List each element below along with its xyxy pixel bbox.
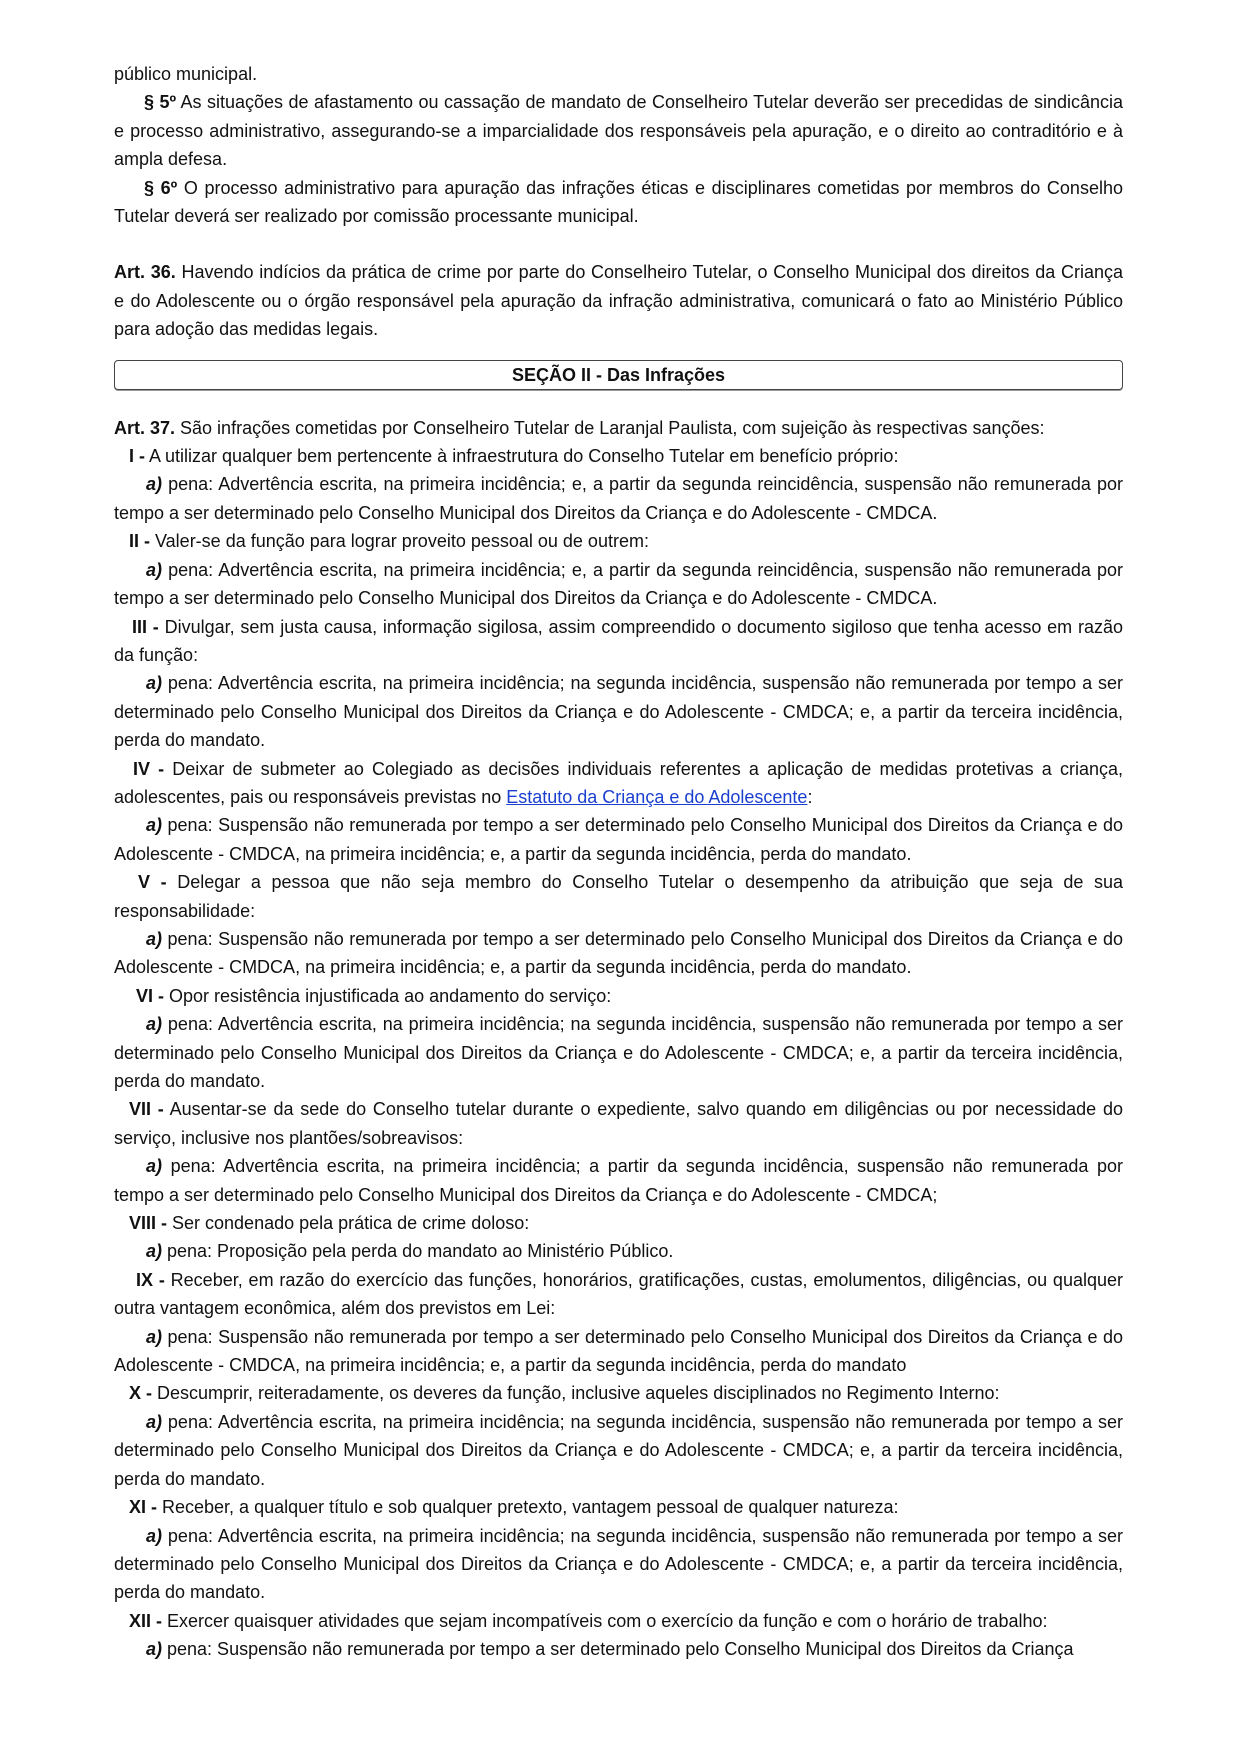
item-number: XII - <box>129 1610 163 1631</box>
paragraph-6 <box>114 174 1123 231</box>
item-number: X - <box>129 1383 153 1404</box>
penalty-text: pena: Advertência escrita, na primeira incidência; e, a partir da segunda reincidência, suspensão não remunerada por tempo a ser determinado pelo Conselho Municipal dos Direitos da Criança e do Adolescente - CMDCA. <box>114 474 1123 523</box>
statute-link[interactable]: Estatuto da Criança e do Adolescente <box>506 786 808 807</box>
item-text: Deixar de submeter ao Colegiado as decisões individuais referentes a aplicação de medidas protetivas a criança, adolescentes, pais ou responsáveis previstas no <box>114 758 1123 807</box>
item-text: Receber, a qualquer título e sob qualquer pretexto, vantagem pessoal de qualquer natureza: <box>157 1497 899 1518</box>
item-iii <box>114 613 1123 670</box>
item-text: Exercer quaisquer atividades que sejam incompatíveis com o exercício da função e com o horário de trabalho: <box>162 1610 1048 1631</box>
item-number: III - <box>132 616 159 637</box>
item-xi <box>114 1493 1123 1521</box>
item-number: I - <box>129 446 145 467</box>
paragraph-continuation: público municipal. <box>114 64 258 84</box>
item-number: II - <box>129 531 150 552</box>
penalty-letter: a) <box>146 928 163 949</box>
item-iii-penalty <box>114 669 1123 754</box>
penalty-letter: a) <box>146 474 163 495</box>
item-v-penalty <box>114 925 1123 982</box>
item-text-after: : <box>807 786 813 807</box>
article-36-text: Havendo indícios da prática de crime por parte do Conselheiro Tutelar, o Conselho Municipal dos direitos da Criança e do Adolescente ou o órgão responsável pela apuração da infração administrativa, comunicará o fato ao Ministério Público para adoção das medidas legais. <box>114 262 1123 340</box>
item-ii <box>114 527 1123 555</box>
item-vi-penalty <box>114 1010 1123 1095</box>
penalty-text: pena: Suspensão não remunerada por tempo a ser determinado pelo Conselho Municipal dos Direitos da Criança e do Adolescente - CMDCA, na primeira incidência; e, a partir da segunda incidência, perda do mandato. <box>114 928 1123 978</box>
penalty-letter: a) <box>146 1326 163 1347</box>
penalty-text: pena: Suspensão não remunerada por tempo a ser determinado pelo Conselho Municipal dos Direitos da Criança e do Adolescente - CMDCA, na primeira incidência; e, a partir da segunda incidência, perda do mandato <box>114 1326 1123 1376</box>
section-title: SEÇÃO II - Das Infrações <box>511 364 726 385</box>
penalty-letter: a) <box>146 559 163 580</box>
paragraph-5-label: § 5º <box>144 92 177 113</box>
item-text: Receber, em razão do exercício das funções, honorários, gratificações, custas, emolumentos, diligências, ou qualquer outra vantagem econômica, além dos previstos em Lei: <box>114 1269 1123 1319</box>
item-text: A utilizar qualquer bem pertencente à infraestrutura do Conselho Tutelar em benefício próprio: <box>145 446 899 467</box>
item-xii <box>114 1607 1123 1635</box>
article-37 <box>114 414 1123 442</box>
item-text: Valer-se da função para lograr proveito pessoal ou de outrem: <box>150 531 649 552</box>
penalty-letter: a) <box>146 1156 163 1177</box>
item-text: Delegar a pessoa que não seja membro do Conselho Tutelar o desempenho da atribuição que seja de sua responsabilidade: <box>114 872 1123 921</box>
item-text: Opor resistência injustificada ao andamento do serviço: <box>164 985 612 1006</box>
item-vi <box>114 982 1123 1010</box>
paragraph-5-text: As situações de afastamento ou cassação de mandato de Conselheiro Tutelar deverão ser precedidas de sindicância e processo administrativo, assegurando-se a imparcialidade dos responsáveis pela apuração, e o direito ao contraditório e à ampla defesa. <box>114 92 1123 170</box>
item-viii-penalty <box>114 1237 1123 1265</box>
penalty-letter: a) <box>146 1241 163 1262</box>
penalty-letter: a) <box>146 1411 163 1432</box>
penalty-letter: a) <box>146 1014 163 1035</box>
item-number: XI - <box>129 1497 158 1518</box>
item-iv <box>114 755 1123 812</box>
item-iv-penalty <box>114 811 1123 868</box>
article-37-label: Art. 37. <box>114 417 176 438</box>
penalty-text: pena: Suspensão não remunerada por tempo a ser determinado pelo Conselho Municipal dos Direitos da Criança <box>162 1639 1074 1660</box>
penalty-letter: a) <box>146 673 163 694</box>
item-ix <box>114 1266 1123 1323</box>
article-36-label: Art. 36. <box>114 262 176 283</box>
item-text: Descumprir, reiteradamente, os deveres da função, inclusive aqueles disciplinados no Regimento Interno: <box>152 1383 1000 1404</box>
penalty-text: pena: Advertência escrita, na primeira incidência; a partir da segunda incidência, suspensão não remunerada por tempo a ser determinado pelo Conselho Municipal dos Direitos da Criança e do Adolescente - CMDCA; <box>114 1156 1123 1205</box>
penalty-letter: a) <box>146 1639 163 1660</box>
item-number: V - <box>138 872 167 893</box>
item-xi-penalty <box>114 1522 1123 1607</box>
item-number: VI - <box>136 985 165 1006</box>
item-vii <box>114 1095 1123 1152</box>
item-ii-penalty <box>114 556 1123 613</box>
item-vii-penalty <box>114 1152 1123 1209</box>
penalty-text: pena: Suspensão não remunerada por tempo a ser determinado pelo Conselho Municipal dos Direitos da Criança e do Adolescente - CMDCA, na primeira incidência; e, a partir da segunda incidência, perda do mandato. <box>114 815 1123 864</box>
paragraph-6-text: O processo administrativo para apuração das infrações éticas e disciplinares cometidas por membros do Conselho Tutelar deverá ser realizado por comissão processante municipal. <box>114 177 1123 227</box>
penalty-text: pena: Advertência escrita, na primeira incidência; na segunda incidência, suspensão não remunerada por tempo a ser determinado pelo Conselho Municipal dos Direitos da Criança e do Adolescente - CMDCA; e, a partir da terceira incidência, perda do mandato. <box>114 1525 1123 1603</box>
penalty-letter: a) <box>146 1525 163 1546</box>
section-title-box <box>114 360 1123 390</box>
paragraph-5 <box>114 88 1123 173</box>
item-number: IV - <box>133 758 165 779</box>
item-text: Ser condenado pela prática de crime doloso: <box>167 1213 530 1234</box>
item-number: VII - <box>129 1099 164 1120</box>
item-i <box>114 442 1123 470</box>
penalty-text: pena: Proposição pela perda do mandato ao Ministério Público. <box>162 1241 674 1262</box>
penalty-text: pena: Advertência escrita, na primeira incidência; na segunda incidência, suspensão não remunerada por tempo a ser determinado pelo Conselho Municipal dos Direitos da Criança e do Adolescente - CMDCA; e, a partir da terceira incidência, perda do mandato. <box>114 1411 1123 1489</box>
item-number: IX - <box>136 1269 165 1290</box>
item-ix-penalty <box>114 1323 1123 1380</box>
penalty-letter: a) <box>146 815 163 836</box>
item-x-penalty <box>114 1408 1123 1493</box>
article-37-text: São infrações cometidas por Conselheiro Tutelar de Laranjal Paulista, com sujeição às respectivas sanções: <box>175 417 1045 438</box>
penalty-text: pena: Advertência escrita, na primeira incidência; na segunda incidência, suspensão não remunerada por tempo a ser determinado pelo Conselho Municipal dos Direitos da Criança e do Adolescente - CMDCA; e, a partir da terceira incidência, perda do mandato. <box>114 673 1123 751</box>
item-viii <box>114 1209 1123 1237</box>
item-i-penalty <box>114 470 1123 527</box>
paragraph-6-label: § 6º <box>144 177 178 198</box>
item-number: VIII - <box>129 1213 168 1234</box>
spacer <box>114 230 1123 258</box>
penalty-text: pena: Advertência escrita, na primeira incidência; e, a partir da segunda reincidência, suspensão não remunerada por tempo a ser determinado pelo Conselho Municipal dos Direitos da Criança e do Adolescente - CMDCA. <box>114 559 1123 609</box>
penalty-text: pena: Advertência escrita, na primeira incidência; na segunda incidência, suspensão não remunerada por tempo a ser determinado pelo Conselho Municipal dos Direitos da Criança e do Adolescente - CMDCA; e, a partir da terceira incidência, perda do mandato. <box>114 1014 1123 1091</box>
item-xii-penalty <box>114 1635 1123 1663</box>
item-v <box>114 868 1123 925</box>
item-x <box>114 1379 1123 1407</box>
item-text: Ausentar-se da sede do Conselho tutelar durante o expediente, salvo quando em diligências ou por necessidade do serviço, inclusive nos plantões/sobreavisos: <box>114 1099 1123 1148</box>
article-36 <box>114 258 1123 343</box>
item-text: Divulgar, sem justa causa, informação sigilosa, assim compreendido o documento sigiloso que tenha acesso em razão da função: <box>114 616 1123 665</box>
